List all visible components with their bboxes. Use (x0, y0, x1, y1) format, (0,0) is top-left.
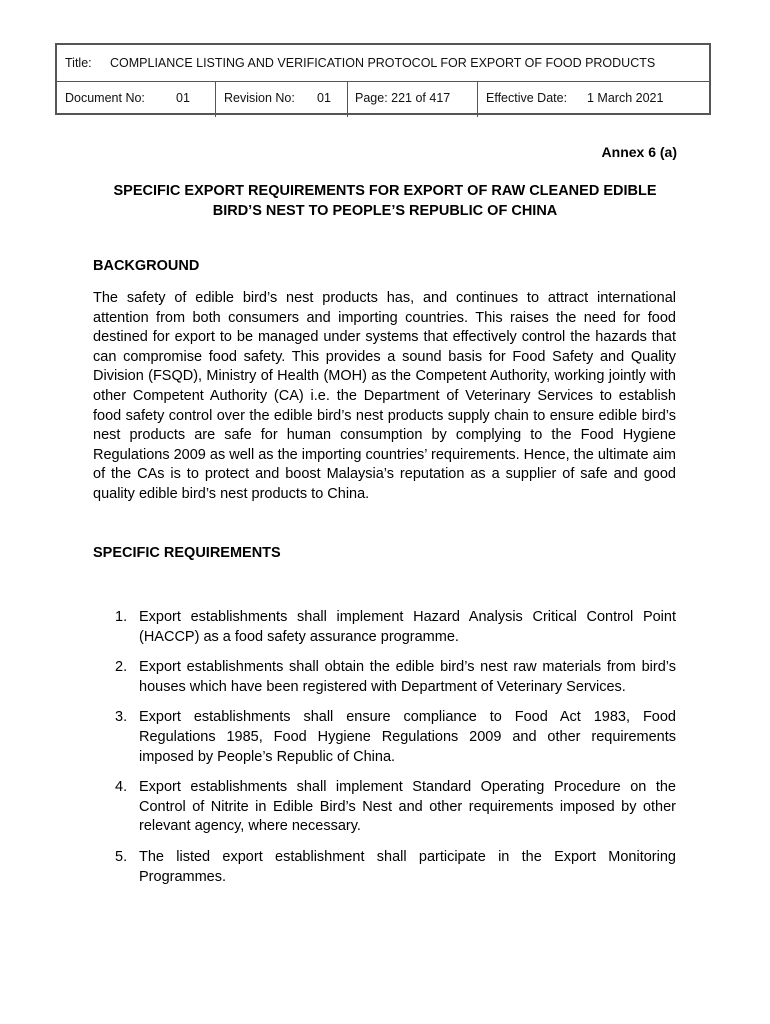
document-no-value: 01 (176, 91, 190, 105)
effective-date-label: Effective Date: (486, 91, 568, 105)
requirement-item (93, 658, 676, 697)
document-no-label: Document No: (65, 91, 145, 105)
requirement-number: 3. (115, 709, 128, 726)
title-value: COMPLIANCE LISTING AND VERIFICATION PROTOCOL FOR EXPORT OF FOOD PRODUCTS (110, 56, 656, 70)
requirement-text: Export establishments shall implement Hazard Analysis Critical Control Point (HACCP) as a food safety assurance programme. (139, 609, 676, 645)
document-no-cell (57, 81, 217, 113)
revision-no-value: 01 (317, 91, 331, 105)
revision-no-cell (216, 81, 347, 113)
revision-no-label: Revision No: (224, 91, 295, 105)
requirements-heading: SPECIFIC REQUIREMENTS (93, 545, 281, 561)
document-title (80, 181, 690, 221)
requirement-text: Export establishments shall ensure compliance to Food Act 1983, Food Regulations 1985, Food Hygiene Regulations 2009 and other requirements imposed by People’s Republic of China. (139, 709, 676, 765)
effective-date-value: 1 March 2021 (587, 91, 664, 105)
page-cell (348, 81, 477, 113)
page-number: Page: 221 of 417 (355, 91, 451, 105)
requirement-item (93, 848, 676, 887)
requirement-number: 2. (115, 659, 128, 676)
requirement-item (93, 708, 676, 767)
document-title-line1: SPECIFIC EXPORT REQUIREMENTS FOR EXPORT OF RAW CLEANED EDIBLE (113, 183, 657, 199)
title-label: Title: (65, 56, 92, 70)
requirements-list (93, 608, 676, 898)
document-title-line2: BIRD’S NEST TO PEOPLE’S REPUBLIC OF CHINA (212, 203, 558, 219)
requirement-item (93, 778, 676, 837)
header-title-row (57, 45, 709, 82)
requirement-number: 5. (115, 848, 128, 865)
background-heading: BACKGROUND (93, 258, 200, 274)
requirement-number: 4. (115, 779, 128, 796)
requirement-text: The listed export establishment shall participate in the Export Monitoring Programmes. (139, 848, 676, 885)
requirement-item (93, 608, 676, 647)
requirement-text: Export establishments shall implement Standard Operating Procedure on the Control of Nitrite in Edible Bird’s Nest and other requirements imposed by other relevant agency, where necessary. (139, 779, 676, 835)
document-header-table (55, 43, 711, 115)
effective-date-cell (478, 81, 711, 113)
header-meta-row (57, 81, 709, 113)
requirement-text: Export establishments shall obtain the edible bird’s nest raw materials from bird’s houses which have been registered with Department of Veterinary Services. (139, 659, 676, 695)
requirement-number: 1. (115, 609, 128, 625)
background-paragraph: The safety of edible bird’s nest products has, and continues to attract international attention from both consumers and importing countries. This raises the need for food destined for export to be managed under systems that effectively control the hazards that can compromise food safety. This provides a sound basis for Food Safety and Quality Division (FSQD), Ministry of Health (MOH) as the Competent Authority, working jointly with other Competent Authority (CA) i.e. the Department of Veterinary Services to establish food safety control over the edible bird’s nest products supply chain to ensure edible bird’s nest products are safe for human consumption by complying to the Food Hygiene Regulations 2009 as well as the importing countries’ requirements. Hence, the ultimate aim of the CAs is to protect and boost Malaysia’s reputation as a supplier of safe and good quality edible bird’s nest products to China. (93, 290, 676, 502)
annex-label: Annex 6 (a) (601, 144, 677, 160)
